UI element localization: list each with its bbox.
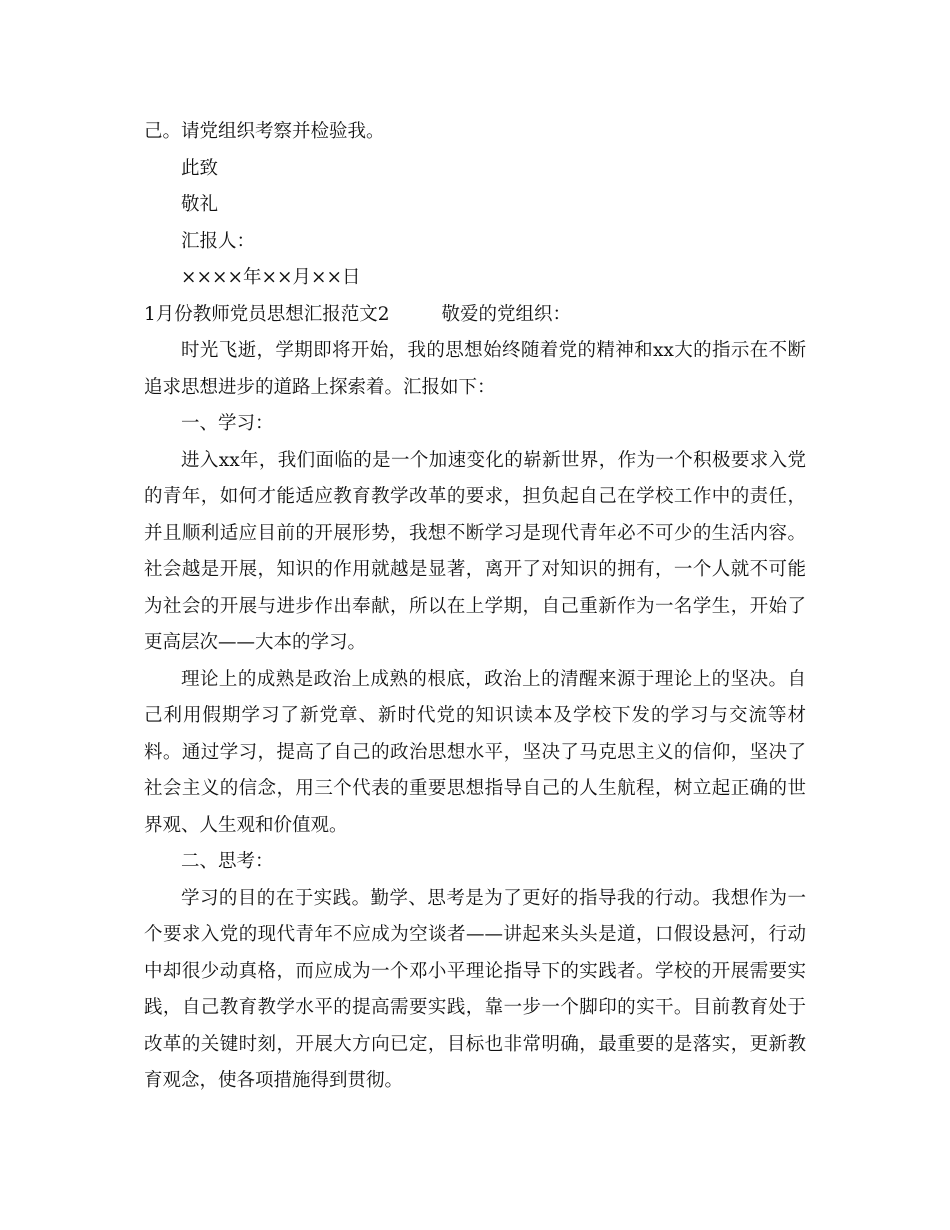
- closing-line-1: 此致: [181, 157, 219, 179]
- document-page: [144, 114, 806, 1100]
- reporter-label: 汇报人：: [181, 230, 256, 252]
- section-title-line: [144, 297, 806, 334]
- intro-paragraph: 时光飞逝，学期即将开始，我的思想始终随着党的精神和xx大的指示在不断追求思想进步的道路上探索着。汇报如下：: [144, 340, 806, 398]
- section-title: 1月份教师党员思想汇报范文2: [144, 303, 390, 325]
- study-paragraph-1: 进入xx年，我们面临的是一个加速变化的崭新世界，作为一个积极要求入党的青年，如何才能适应教育教学改革的要求，担负起自己在学校工作中的责任，并且顺利适应目前的开展形势，我想不断学习是现代青年必不可少的生活内容。社会越是开展，知识的作用就越是显著，离开了对知识的拥有，一个人就不可能为社会的开展与进步作出奉献，所以在上学期，自己重新作为一名学生，开始了更高层次——大本的学习。: [144, 449, 806, 653]
- heading-study: 一、学习：: [181, 413, 274, 434]
- think-paragraph: 学习的目的在于实践。勤学、思考是为了更好的指导我的行动。我想作为一个要求入党的现代青年不应成为空谈者——讲起来头头是道，口假设悬河，行动中却很少动真格，而应成为一个邓小平理论指导下的实践者。学校的开展需要实践，自己教育教学水平的提高需要实践，靠一步一个脚印的实干。目前教育处于改革的关键时刻，开展大方向已定，目标也非常明确，最重要的是落实，更新教育观念，使各项措施得到贯彻。: [144, 887, 806, 1091]
- closing-line-2: 敬礼: [181, 194, 219, 215]
- continuation-line: 己。请党组织考察并检验我。: [144, 121, 385, 142]
- heading-think: 二、思考：: [181, 851, 274, 872]
- salutation: 敬爱的党组织：: [441, 303, 572, 325]
- date-line: ××××年××月××日: [181, 267, 361, 288]
- study-paragraph-2: 理论上的成熟是政治上成熟的根底，政治上的清醒来源于理论上的坚决。自己利用假期学习了新党章、新时代党的知识读本及学校下发的学习与交流等材料。通过学习，提高了自己的政治思想水平，坚决了马克思主义的信仰，坚决了社会主义的信念，用三个代表的重要思想指导自己的人生航程，树立起正确的世界观、人生观和价值观。: [144, 668, 806, 836]
